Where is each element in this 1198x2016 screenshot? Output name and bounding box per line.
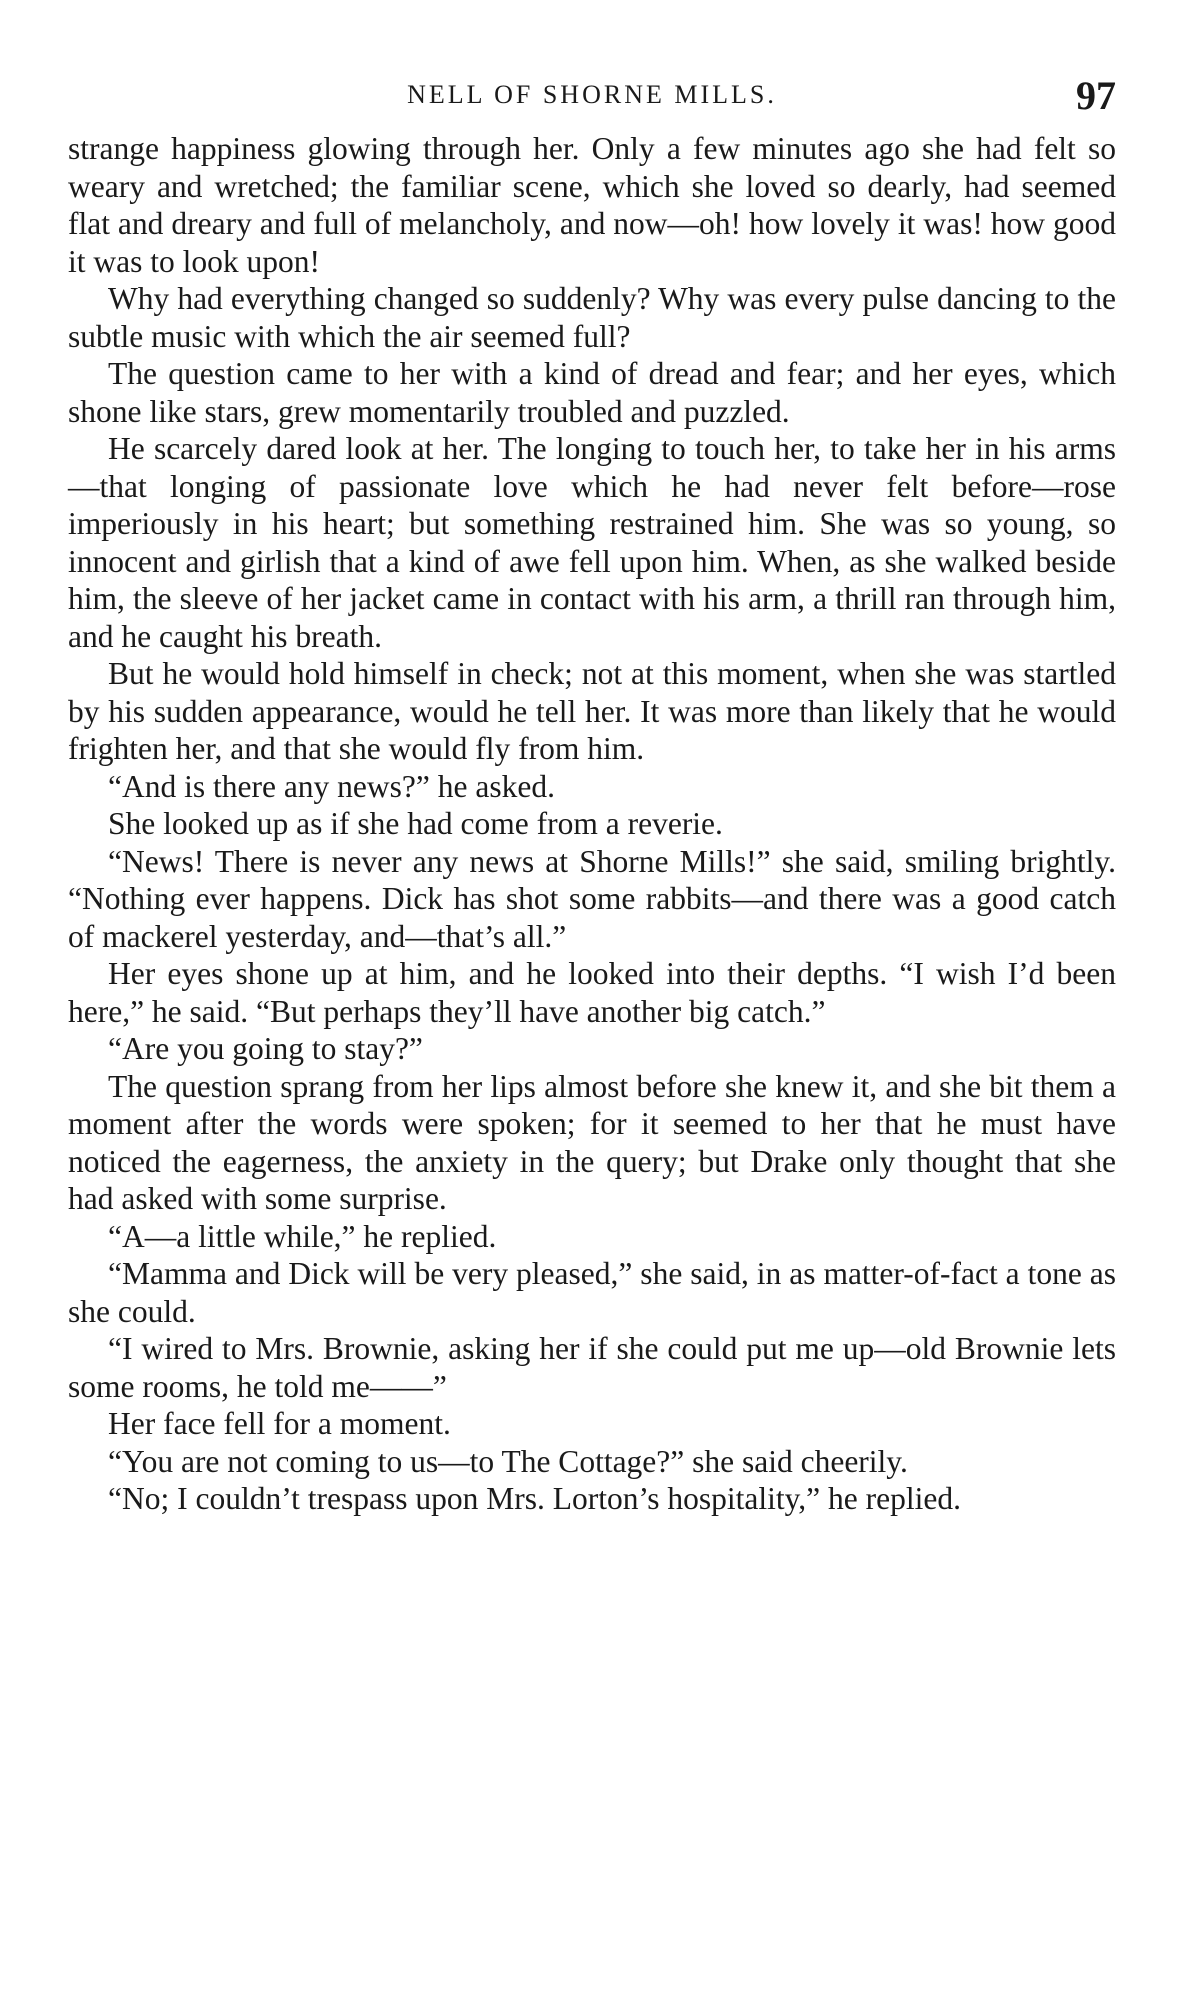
paragraph: Her eyes shone up at him, and he looked into their depths. “I wish I’d been here,” he said. “But perhaps they’ll have another big catch.”: [68, 956, 1116, 1029]
paragraph: The question sprang from her lips almost before she knew it, and she bit them a moment after the words were spoken; for it seemed to her that he must have noticed the eagerness, the anxiety in the query; but Drake only thought that she had asked with some surprise.: [68, 1068, 1116, 1216]
body-text: [68, 130, 1116, 1518]
paragraph: Her face fell for a moment.: [108, 1406, 451, 1441]
paragraph: “You are not coming to us—to The Cottage?” she said cheerily.: [108, 1443, 908, 1479]
paragraph: The question came to her with a kind of dread and fear; and her eyes, which shone like stars, grew momentarily troubled and puzzled.: [68, 356, 1116, 429]
paragraph: But he would hold himself in check; not at this moment, when she was startled by his sudden appearance, would he tell her. It was more than likely that he would frighten her, and that she would fly from him.: [68, 656, 1116, 766]
running-title: NELL OF SHORNE MILLS.: [407, 80, 777, 109]
paragraph: “A—a little while,” he replied.: [108, 1218, 497, 1254]
paragraph: strange happiness glowing through her. Only a few minutes ago she had felt so weary and wretched; the familiar scene, which she loved so dearly, had seemed flat and dreary and full of melancholy, and now—oh! how lovely it was! how good it was to look upon!: [68, 131, 1116, 279]
paragraph: “I wired to Mrs. Brownie, asking her if she could put me up—old Brownie lets some rooms, he told me——”: [68, 1331, 1116, 1404]
paragraph: “And is there any news?” he asked.: [108, 768, 555, 804]
paragraph: “Mamma and Dick will be very pleased,” she said, in as matter-of-fact a tone as she could.: [68, 1256, 1116, 1329]
paragraph: He scarcely dared look at her. The longing to touch her, to take her in his arms—that longing of passionate love which he had never felt before—rose imperiously in his heart; but something restrained him. She was so young, so innocent and girlish that a kind of awe fell upon him. When, as she walked beside him, the sleeve of her jacket came in contact with his arm, a thrill ran through him, and he caught his breath.: [68, 431, 1116, 654]
running-head: [68, 72, 1116, 122]
paragraph: Why had everything changed so suddenly? Why was every pulse dancing to the subtle music with which the air seemed full?: [68, 281, 1116, 354]
paragraph: “Are you going to stay?”: [108, 1031, 423, 1066]
book-page: [68, 72, 1116, 1518]
paragraph: “News! There is never any news at Shorne Mills!” she said, smiling brightly. “Nothing ever happens. Dick has shot some rabbits—and there was a good catch of mackerel yesterday, and—that’s all.”: [68, 843, 1116, 954]
paragraph: She looked up as if she had come from a reverie.: [108, 806, 723, 841]
paragraph: “No; I couldn’t trespass upon Mrs. Lorton’s hospitality,” he replied.: [108, 1481, 961, 1516]
page-number: 97: [1076, 73, 1116, 118]
